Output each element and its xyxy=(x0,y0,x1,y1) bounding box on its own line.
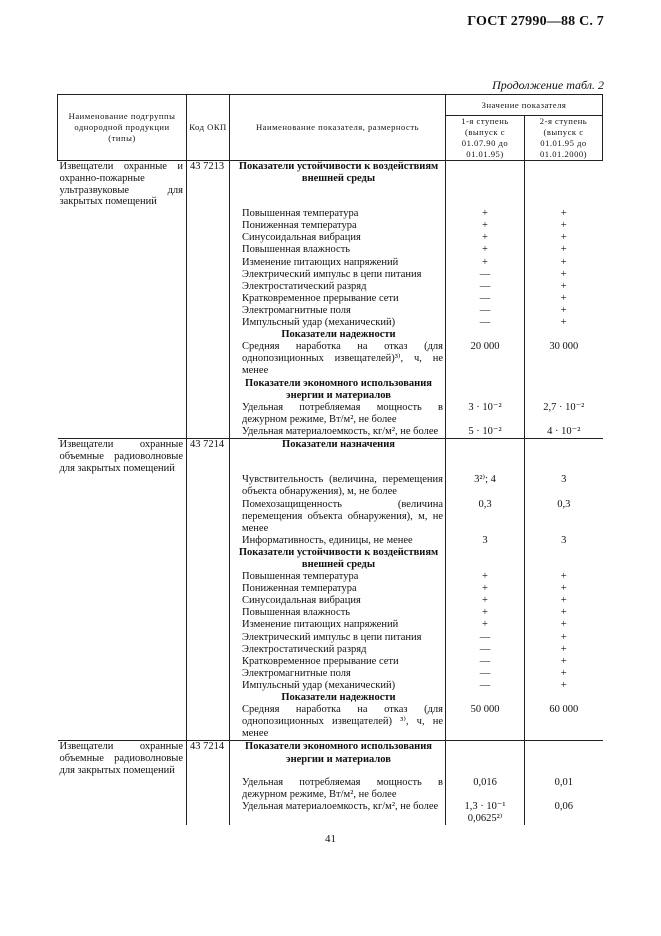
code-cell xyxy=(187,680,230,692)
group-cell xyxy=(58,704,187,741)
stage2-value: + xyxy=(560,220,567,232)
indicator-name xyxy=(230,607,446,619)
indicator-name xyxy=(230,257,446,269)
section-heading-row xyxy=(58,692,603,704)
table-row xyxy=(58,269,603,281)
stage2-value: + xyxy=(560,232,567,244)
column-header-code: Код ОКП xyxy=(187,95,230,161)
indicator-name xyxy=(230,220,446,232)
group-cell xyxy=(58,644,187,656)
group-cell xyxy=(58,244,187,256)
code-cell xyxy=(187,341,230,377)
page-number: 41 xyxy=(325,833,336,845)
indicator-name-text: Кратковременное прерывание сети xyxy=(242,292,399,304)
group-cell xyxy=(58,801,187,825)
table-continuation-label: Продолжение табл. 2 xyxy=(492,78,604,92)
stage1-cell xyxy=(446,161,525,209)
code-cell xyxy=(187,535,230,547)
code-cell xyxy=(187,668,230,680)
table-row xyxy=(58,535,603,547)
stage1-value: + xyxy=(446,595,525,607)
stage2-value: + xyxy=(560,679,567,691)
column-header-stage1: 1-я ступень (выпуск с 01.07.90 до 01.01.95) xyxy=(446,116,525,161)
code-cell xyxy=(187,595,230,607)
table-body xyxy=(58,161,603,826)
section-heading-row xyxy=(58,378,603,402)
group-cell: Извещатели охранные объемные радиоволновые для закрытых помещений xyxy=(58,438,187,474)
stage1-value: + xyxy=(446,571,525,583)
indicator-name-text: Средняя наработка на отказ (для однопозиционных извещателей)³⁾, ч, не менее xyxy=(242,341,443,377)
stage2-cell xyxy=(525,438,603,474)
stage1-value: 0,3 xyxy=(446,499,525,535)
stage1-value: — xyxy=(446,632,525,644)
group-cell xyxy=(58,232,187,244)
indicator-name xyxy=(230,305,446,317)
stage2-value: 30 000 xyxy=(549,341,579,353)
indicator-name-text: Изменение питающих напряжений xyxy=(242,619,399,631)
table-row xyxy=(58,619,603,631)
stage2-value: + xyxy=(560,304,567,316)
stage2-cell xyxy=(525,329,603,341)
indicator-name xyxy=(230,656,446,668)
stage1-cell xyxy=(446,329,525,341)
stage2-value: 2,7 · 10⁻² xyxy=(543,401,585,413)
code-cell xyxy=(187,293,230,305)
column-header-value: Значение показателя xyxy=(446,95,603,116)
stage1-value: 3 · 10⁻² xyxy=(446,402,525,426)
stage2-cell xyxy=(525,161,603,209)
section-heading: Показатели экономного использования энергии и материалов xyxy=(230,741,446,777)
indicator-name xyxy=(230,644,446,656)
code-cell: 43 7214 xyxy=(187,741,230,777)
stage1-value: — xyxy=(446,656,525,668)
stage2-value: + xyxy=(560,583,567,595)
code-cell xyxy=(187,499,230,535)
table-row xyxy=(58,305,603,317)
indicator-name xyxy=(230,293,446,305)
stage2-value: + xyxy=(560,280,567,292)
code-cell xyxy=(187,232,230,244)
group-cell xyxy=(58,220,187,232)
group-cell xyxy=(58,281,187,293)
table-row xyxy=(58,293,603,305)
table-row xyxy=(58,632,603,644)
stage1-cell xyxy=(446,547,525,571)
section-heading-row xyxy=(58,741,603,777)
stage1-value: — xyxy=(446,269,525,281)
indicator-name-text: Электростатический разряд xyxy=(242,280,367,292)
indicator-name-text: Удельная потребляемая мощность в дежурном режиме, Вт/м², не более xyxy=(242,401,443,425)
stage2-value: 60 000 xyxy=(549,704,579,716)
code-cell xyxy=(187,777,230,801)
table-row xyxy=(58,583,603,595)
stage1-value: 3²⁾; 4 xyxy=(446,474,525,498)
stage1-value: — xyxy=(446,668,525,680)
indicator-name xyxy=(230,595,446,607)
code-cell xyxy=(187,220,230,232)
indicator-name xyxy=(230,571,446,583)
indicator-name-text: Пониженная температура xyxy=(242,220,357,232)
code-cell xyxy=(187,317,230,329)
stage2-value: + xyxy=(560,667,567,679)
section-heading-row xyxy=(58,547,603,571)
indicator-name-text: Повышенная температура xyxy=(242,208,359,220)
stage1-value: — xyxy=(446,281,525,293)
group-cell xyxy=(58,378,187,402)
section-heading: Показатели надежности xyxy=(230,329,446,341)
stage1-value: + xyxy=(446,619,525,631)
section-heading-row xyxy=(58,329,603,341)
code-cell xyxy=(187,644,230,656)
table-row xyxy=(58,499,603,535)
stage2-cell xyxy=(525,547,603,571)
code-cell xyxy=(187,257,230,269)
code-cell xyxy=(187,329,230,341)
stage1-value: + xyxy=(446,244,525,256)
table-row xyxy=(58,426,603,439)
stage1-cell xyxy=(446,378,525,402)
group-cell xyxy=(58,305,187,317)
table-row xyxy=(58,402,603,426)
code-cell xyxy=(187,692,230,704)
section-heading-row xyxy=(58,161,603,209)
group-cell xyxy=(58,257,187,269)
code-cell: 43 7213 xyxy=(187,161,230,209)
stage1-value: + xyxy=(446,607,525,619)
indicator-name xyxy=(230,619,446,631)
group-cell xyxy=(58,426,187,439)
indicator-name xyxy=(230,208,446,220)
stage2-value: 4 · 10⁻² xyxy=(547,425,581,437)
stage2-value: 0,01 xyxy=(554,776,573,788)
code-cell xyxy=(187,801,230,825)
indicator-name xyxy=(230,632,446,644)
code-cell xyxy=(187,547,230,571)
section-heading: Показатели устойчивости к воздействиям внешней среды xyxy=(230,161,446,209)
indicator-name-text: Удельная потребляемая мощность в дежурном режиме, Вт/м², не более xyxy=(242,776,443,800)
section-heading: Показатели надежности xyxy=(230,692,446,704)
stage2-value: + xyxy=(560,256,567,268)
indicator-name-text: Информативность, единицы, не менее xyxy=(242,534,413,546)
group-cell xyxy=(58,329,187,341)
table-row xyxy=(58,341,603,377)
indicator-name xyxy=(230,777,446,801)
stage1-value: + xyxy=(446,220,525,232)
indicator-name xyxy=(230,499,446,535)
indicator-name-text: Средняя наработка на отказ (для однопозиционных извещателей) ³⁾, ч, не менее xyxy=(242,704,443,740)
indicator-name-text: Электромагнитные поля xyxy=(242,304,351,316)
code-cell xyxy=(187,474,230,498)
stage2-value: + xyxy=(560,571,567,583)
indicator-name xyxy=(230,801,446,825)
indicator-name xyxy=(230,535,446,547)
section-heading: Показатели экономного использования энергии и материалов xyxy=(230,378,446,402)
code-cell xyxy=(187,281,230,293)
stage2-value: + xyxy=(560,619,567,631)
code-cell xyxy=(187,619,230,631)
stage2-cell xyxy=(525,692,603,704)
stage2-value: + xyxy=(560,292,567,304)
group-cell xyxy=(58,607,187,619)
indicator-name-text: Электрический импульс в цепи питания xyxy=(242,631,422,643)
indicator-name-text: Удельная материалоемкость, кг/м², не более xyxy=(242,801,439,812)
group-cell xyxy=(58,208,187,220)
indicator-name-text: Удельная материалоемкость, кг/м², не более xyxy=(242,425,439,437)
code-cell xyxy=(187,305,230,317)
group-cell xyxy=(58,269,187,281)
indicator-name-text: Синусоидальная вибрация xyxy=(242,232,361,244)
indicator-name-text: Импульсный удар (механический) xyxy=(242,679,396,691)
stage2-value: + xyxy=(560,268,567,280)
indicator-name-text: Импульсный удар (механический) xyxy=(242,317,396,329)
indicator-name-text: Синусоидальная вибрация xyxy=(242,595,361,607)
table-row xyxy=(58,208,603,220)
stage2-cell xyxy=(525,741,603,777)
stage2-value: + xyxy=(560,595,567,607)
group-cell xyxy=(58,668,187,680)
group-cell xyxy=(58,583,187,595)
section-heading-row xyxy=(58,438,603,474)
stage2-value: + xyxy=(560,607,567,619)
stage2-value: 0,3 xyxy=(557,498,571,510)
stage1-value: 1,3 · 10⁻¹ 0,0625²⁾ xyxy=(446,801,525,825)
code-cell xyxy=(187,208,230,220)
group-cell xyxy=(58,293,187,305)
table-row xyxy=(58,232,603,244)
group-cell xyxy=(58,595,187,607)
indicator-name xyxy=(230,474,446,498)
stage1-value: — xyxy=(446,305,525,317)
indicator-name xyxy=(230,232,446,244)
indicator-name xyxy=(230,426,446,439)
stage2-value: + xyxy=(560,631,567,643)
indicator-name-text: Чувствительность (величина, перемещения объекта обнаружения), м, не более xyxy=(242,474,443,498)
stage1-value: + xyxy=(446,232,525,244)
stage2-value: + xyxy=(560,208,567,220)
indicator-name xyxy=(230,402,446,426)
indicator-name-text: Повышенная температура xyxy=(242,571,359,583)
table-row xyxy=(58,656,603,668)
code-cell xyxy=(187,632,230,644)
stage1-cell xyxy=(446,692,525,704)
stage1-value: 0,016 xyxy=(446,777,525,801)
group-cell: Извещатели охранные объемные радиоволновые для закрытых помещений xyxy=(58,741,187,777)
group-cell xyxy=(58,402,187,426)
group-cell: Извещатели охранные и охранно-пожарные ультразвуковые для закрытых помещений xyxy=(58,161,187,209)
table-row xyxy=(58,220,603,232)
stage1-cell xyxy=(446,438,525,474)
group-cell xyxy=(58,499,187,535)
code-cell xyxy=(187,402,230,426)
indicator-name xyxy=(230,668,446,680)
code-cell xyxy=(187,378,230,402)
indicator-name-text: Электромагнитные поля xyxy=(242,667,351,679)
code-cell xyxy=(187,583,230,595)
table-row xyxy=(58,595,603,607)
code-cell xyxy=(187,269,230,281)
table-row xyxy=(58,801,603,825)
stage2-cell xyxy=(525,378,603,402)
stage2-value: 3 xyxy=(561,534,567,546)
stage1-value: + xyxy=(446,583,525,595)
section-heading: Показатели устойчивости к воздействиям внешней среды xyxy=(230,547,446,571)
table-row xyxy=(58,644,603,656)
table-row xyxy=(58,668,603,680)
group-cell xyxy=(58,317,187,329)
stage2-value: 0,06 xyxy=(554,801,573,812)
indicator-name-text: Помехозащищенность (величина перемещения объекта обнаружения), м, не менее xyxy=(242,498,443,534)
stage2-value: 3 xyxy=(561,474,567,486)
indicator-name-text: Повышенная влажность xyxy=(242,244,351,256)
stage1-value: 5 · 10⁻² xyxy=(446,426,525,439)
stage2-value: + xyxy=(560,655,567,667)
indicator-name xyxy=(230,704,446,741)
stage1-value: 3 xyxy=(446,535,525,547)
table-row xyxy=(58,607,603,619)
table-row xyxy=(58,704,603,741)
indicator-name-text: Кратковременное прерывание сети xyxy=(242,655,399,667)
stage2-value: + xyxy=(560,317,567,329)
group-cell xyxy=(58,341,187,377)
indicator-name-text: Изменение питающих напряжений xyxy=(242,256,399,268)
indicator-name xyxy=(230,341,446,377)
section-heading: Показатели назначения xyxy=(230,438,446,474)
code-cell xyxy=(187,607,230,619)
group-cell xyxy=(58,656,187,668)
column-header-indicator: Наименование показателя, размерность xyxy=(230,95,446,161)
table-row xyxy=(58,680,603,692)
group-cell xyxy=(58,474,187,498)
group-cell xyxy=(58,547,187,571)
stage1-value: — xyxy=(446,644,525,656)
group-cell xyxy=(58,680,187,692)
code-cell xyxy=(187,656,230,668)
column-header-group: Наименование подгруппы однородной продукции (типы) xyxy=(58,95,187,161)
indicator-name-text: Электрический импульс в цепи питания xyxy=(242,268,422,280)
group-cell xyxy=(58,571,187,583)
group-cell xyxy=(58,692,187,704)
code-cell xyxy=(187,704,230,741)
indicator-name-text: Электростатический разряд xyxy=(242,643,367,655)
indicator-name-text: Повышенная влажность xyxy=(242,607,351,619)
stage1-value: + xyxy=(446,208,525,220)
stage1-value: — xyxy=(446,317,525,329)
indicator-name xyxy=(230,583,446,595)
stage1-value: — xyxy=(446,293,525,305)
indicator-name xyxy=(230,244,446,256)
group-cell xyxy=(58,619,187,631)
standard-header: ГОСТ 27990—88 С. 7 xyxy=(467,14,604,29)
stage1-cell xyxy=(446,741,525,777)
stage2-value: + xyxy=(560,244,567,256)
indicator-name xyxy=(230,281,446,293)
table-row xyxy=(58,317,603,329)
indicators-table xyxy=(57,94,603,825)
stage1-value: + xyxy=(446,257,525,269)
stage2-value: + xyxy=(560,643,567,655)
code-cell xyxy=(187,244,230,256)
group-cell xyxy=(58,632,187,644)
table-row xyxy=(58,244,603,256)
group-cell xyxy=(58,777,187,801)
indicator-name-text: Пониженная температура xyxy=(242,583,357,595)
indicator-name xyxy=(230,269,446,281)
code-cell xyxy=(187,426,230,439)
stage1-value: 50 000 xyxy=(446,704,525,741)
stage1-value: 20 000 xyxy=(446,341,525,377)
table-row xyxy=(58,571,603,583)
table-row xyxy=(58,777,603,801)
stage1-value: — xyxy=(446,680,525,692)
table-row xyxy=(58,281,603,293)
code-cell xyxy=(187,571,230,583)
code-cell: 43 7214 xyxy=(187,438,230,474)
column-header-stage2: 2-я ступень (выпуск с 01.01.95 до 01.01.2000) xyxy=(525,116,603,161)
indicator-name xyxy=(230,680,446,692)
table-row xyxy=(58,257,603,269)
group-cell xyxy=(58,535,187,547)
table-row xyxy=(58,474,603,498)
indicator-name xyxy=(230,317,446,329)
